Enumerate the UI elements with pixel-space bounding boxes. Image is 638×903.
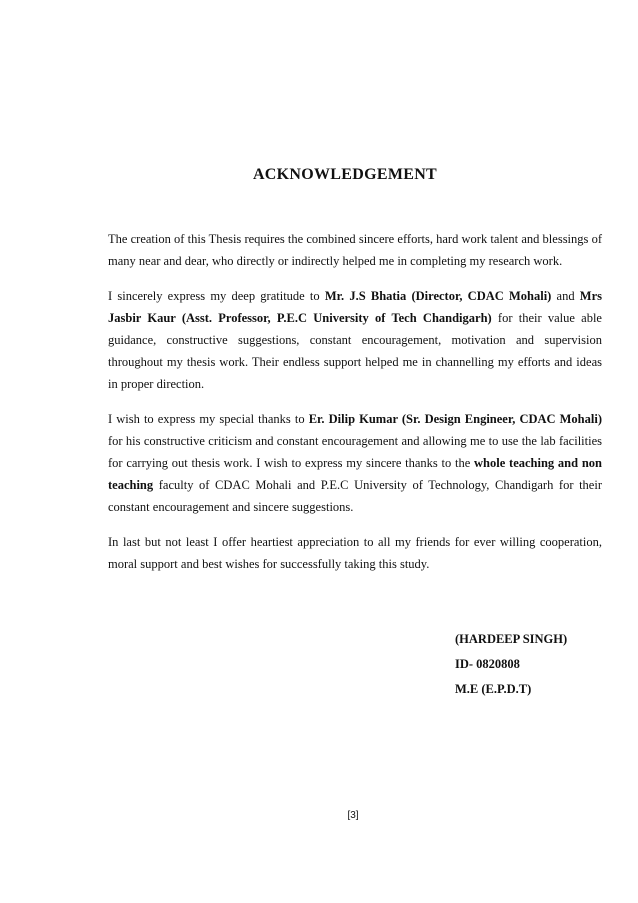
signature-id: ID- 0820808: [455, 657, 520, 671]
text-run: In last but not least I offer heartiest appreciation to all my friends for ever willing cooperation, moral support and best wishes for successfully taking this study.: [108, 535, 602, 571]
paragraph: [108, 531, 602, 575]
text-run: I sincerely express my deep gratitude to: [108, 289, 325, 303]
paragraph: [108, 228, 602, 272]
signature-program: M.E (E.P.D.T): [455, 682, 532, 696]
bold-text-run: Mr. J.S Bhatia (Director, CDAC Mohali): [324, 289, 552, 303]
text-run: I wish to express my special thanks to: [108, 412, 309, 426]
bold-text-run: Er. Dilip Kumar (Sr. Design Engineer, CDAC Mohali): [308, 412, 602, 426]
text-run: and: [551, 289, 580, 303]
paragraph: [108, 408, 602, 518]
page-title: ACKNOWLEDGEMENT: [252, 166, 438, 183]
text-run: The creation of this Thesis requires the combined sincere efforts, hard work talent and blessings of many near and dear, who directly or indirectly helped me in completing my research work.: [108, 232, 602, 268]
text-run: faculty of CDAC Mohali and P.E.C University of Technology, Chandigarh for their constant encouragement and sincere suggestions.: [108, 478, 602, 514]
bold-text-run: whole teaching and non teaching: [108, 456, 602, 492]
page-number: [3]: [347, 810, 359, 821]
signature-name: (HARDEEP SINGH): [455, 632, 568, 646]
paragraph: [108, 285, 602, 395]
text-run: for his constructive criticism and constant encouragement and allowing me to use the lab facilities for carrying out thesis work. I wish to express my sincere thanks to the: [108, 434, 602, 470]
bold-text-run: Mrs Jasbir Kaur (Asst. Professor, P.E.C University of Tech Chandigarh): [108, 289, 602, 325]
signature-block: [455, 627, 567, 702]
text-run: for their value able guidance, constructive suggestions, constant encouragement, motivation and supervision throughout my thesis work. Their endless support helped me in channelling my efforts and ideas in proper direction.: [108, 311, 602, 391]
acknowledgement-body: [108, 228, 602, 588]
